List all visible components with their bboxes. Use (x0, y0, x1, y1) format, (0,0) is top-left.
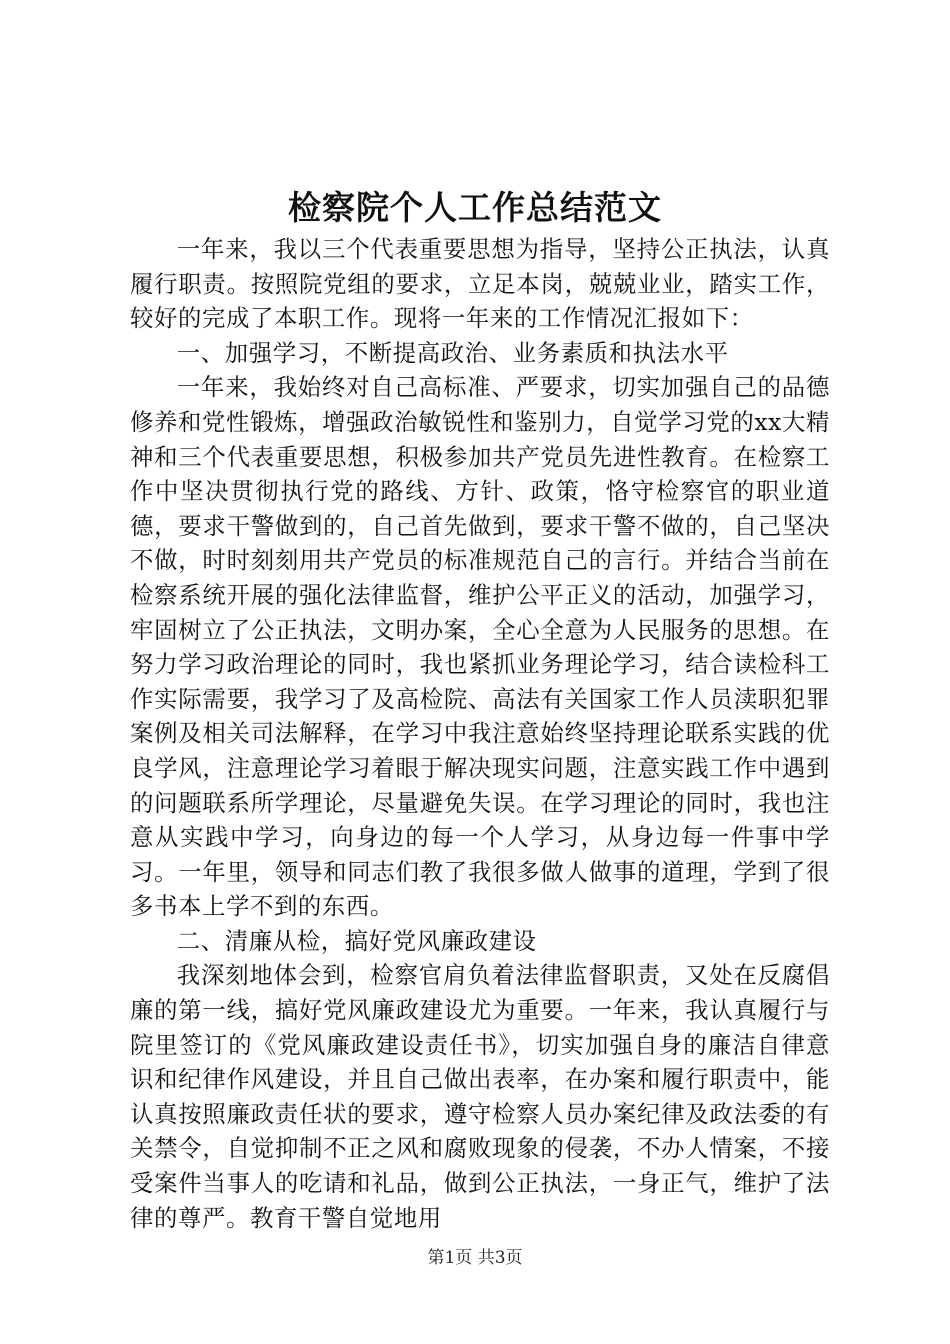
document-body (130, 232, 830, 1235)
section-1-heading: 一、加强学习，不断提高政治、业务素质和执法水平 (176, 338, 729, 367)
page-number-footer: 第1页 共3页 (427, 1248, 523, 1268)
section-2-paragraph: 我深刻地体会到，检察官肩负着法律监督职责，又处在反腐倡廉的第一线，搞好党风廉政建设尤为重要。一年来，我认真履行与院里签订的《党风廉政建设责任书》，切实加强自身的廉洁自律意识和纪律作风建设，并且自己做出表率，在办案和履行职责中，能认真按照廉政责任状的要求，遵守检察人员办案纪律及政法委的有关禁令，自觉抑制不正之风和腐败现象的侵袭，不办人情案，不接受案件当事人的吃请和礼品，做到公正执法，一身正气，维护了法律的尊严。教育干警自觉地用 (130, 961, 830, 1232)
section-2-heading: 二、清廉从检，搞好党风廉政建设 (176, 926, 537, 955)
section-1-paragraph: 一年来，我始终对自己高标准、严要求，切实加强自己的品德修养和党性锻炼，增强政治敏锐性和鉴别力，自觉学习党的xx大精神和三个代表重要思想，积极参加共产党员先进性教育。在检察工作中坚决贯彻执行党的路线、方针、政策，恪守检察官的职业道德，要求干警做到的，自己首先做到，要求干警不做的，自己坚决不做，时时刻刻用共产党员的标准规范自己的言行。并结合当前在检察系统开展的强化法律监督，维护公平正义的活动，加强学习，牢固树立了公正执法，文明办案，全心全意为人民服务的思想。在努力学习政治理论的同时，我也紧抓业务理论学习，结合读检科工作实际需要，我学习了及高检院、高法有关国家工作人员渎职犯罪案例及相关司法解释，在学习中我注意始终坚持理论联系实践的优良学风，注意理论学习着眼于解决现实问题，注意实践工作中遇到的问题联系所学理论，尽量避免失误。在学习理论的同时，我也注意从实践中学习，向身边的每一个人学习，从身边每一件事中学习。一年里，领导和同志们教了我很多做人做事的道理，学到了很多书本上学不到的东西。 (130, 373, 830, 921)
document-title: 检察院个人工作总结范文 (288, 188, 662, 227)
intro-paragraph: 一年来，我以三个代表重要思想为指导，坚持公正执法，认真履行职责。按照院党组的要求，立足本岗，兢兢业业，踏实工作，较好的完成了本职工作。现将一年来的工作情况汇报如下： (130, 235, 830, 333)
